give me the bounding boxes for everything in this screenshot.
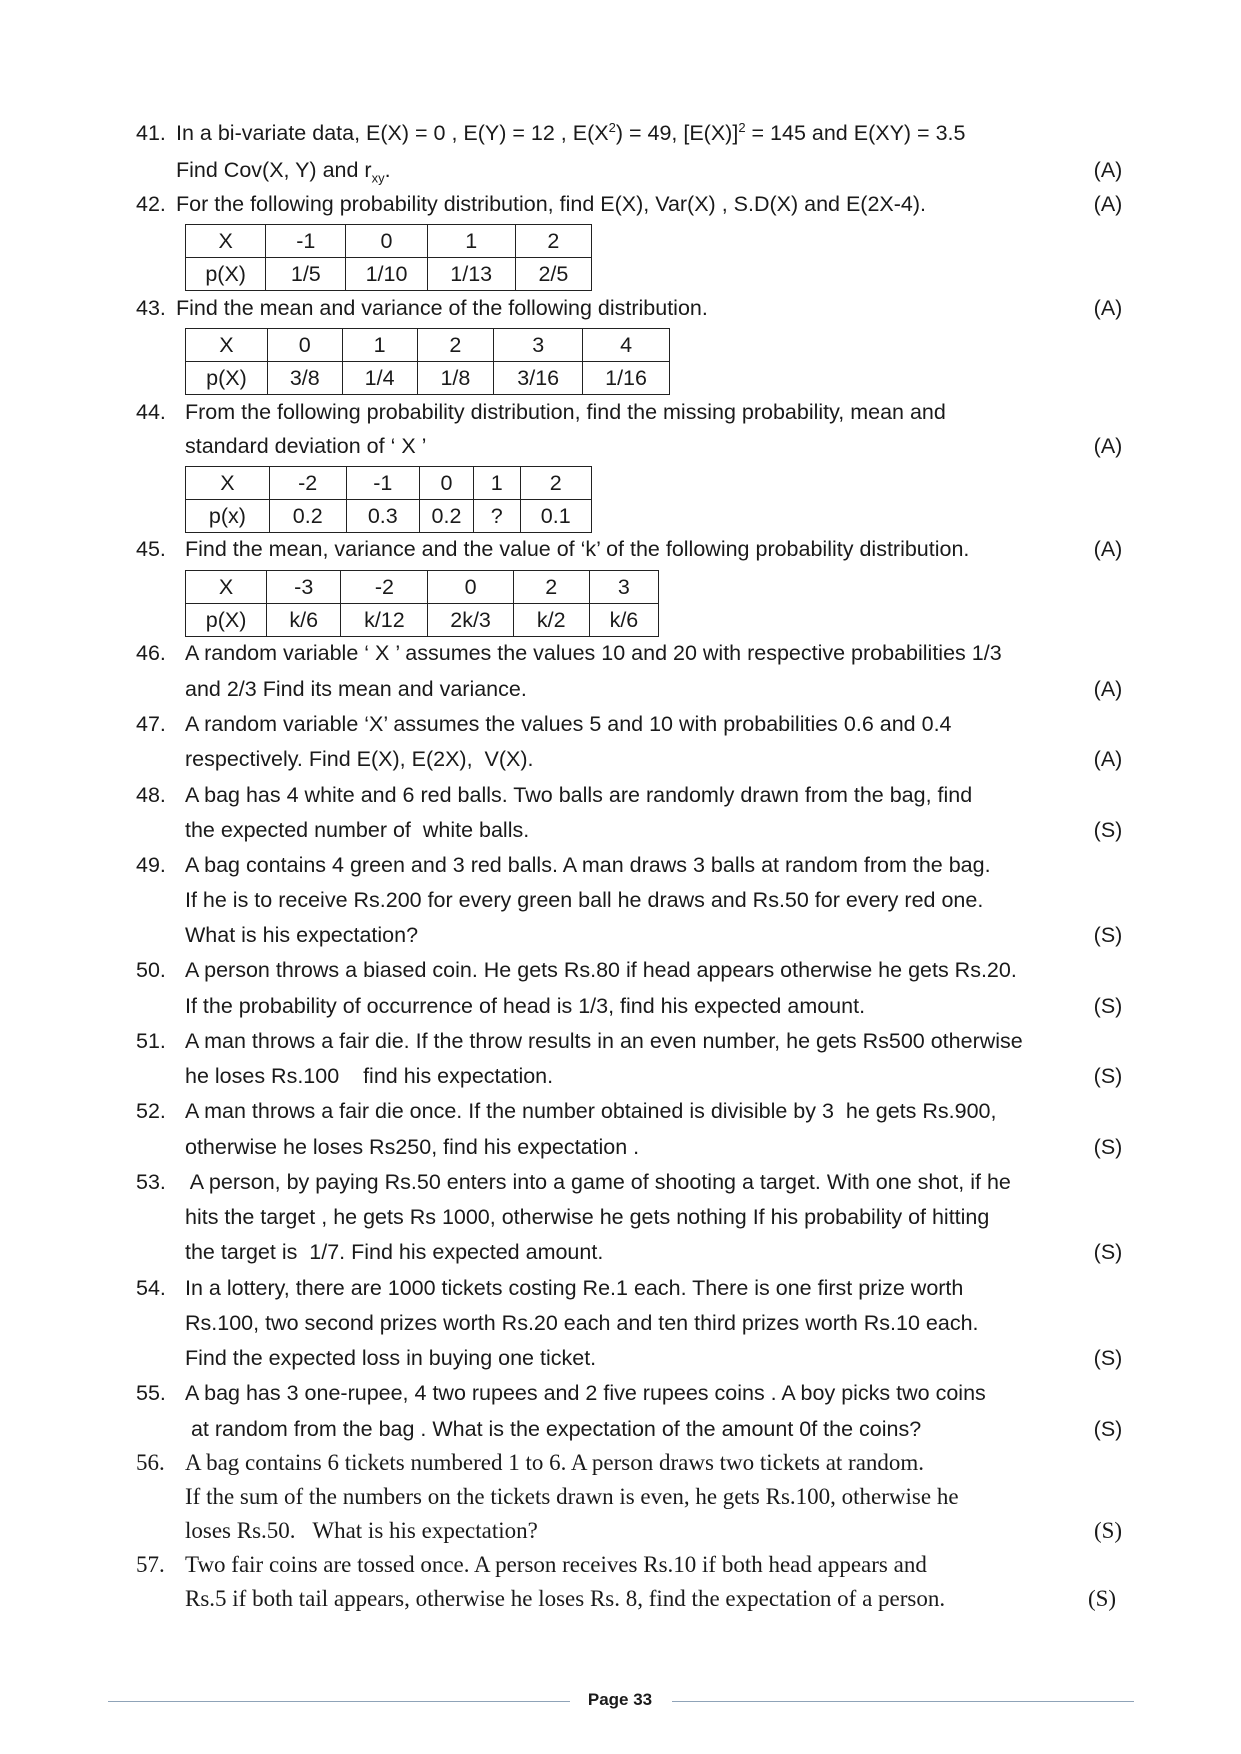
table-cell: 2 — [513, 571, 589, 604]
table-cell: 1 — [427, 225, 515, 258]
table-cell: -2 — [269, 467, 346, 500]
q41-text-b: ) = 49, [E(X)] — [615, 121, 739, 145]
question-text: Rs.5 if both tail appears, otherwise he loses Rs. 8, find the expectation of a person. — [185, 1586, 946, 1611]
question-text: otherwise he loses Rs250, find his expectation . — [185, 1135, 640, 1159]
table-cell: k/6 — [267, 604, 341, 637]
table-cell: k/2 — [513, 604, 589, 637]
table-cell: p(X) — [186, 362, 268, 395]
question-text: A bag has 3 one-rupee, 4 two rupees and 2 five rupees coins . A boy picks two coins — [185, 1381, 986, 1405]
question-tag: (S) — [1093, 1240, 1123, 1264]
table-cell: p(X) — [186, 258, 266, 291]
superscript: 2 — [738, 119, 746, 135]
table-row — [186, 571, 659, 604]
question-number: 48. — [136, 783, 166, 807]
question-text: Two fair coins are tossed once. A person receives Rs.10 if both head appears and — [185, 1552, 927, 1577]
table-cell: 0 — [428, 571, 513, 604]
table-cell: -2 — [341, 571, 428, 604]
question-text: standard deviation of ‘ X ’ — [185, 434, 427, 458]
q41-text-c: = 145 and E(XY) = 3.5 — [745, 121, 966, 145]
table-row — [186, 258, 592, 291]
q41-text-d: Find Cov(X, Y) and r — [176, 158, 372, 182]
table-cell: 2 — [520, 467, 592, 500]
question-number: 54. — [136, 1276, 166, 1300]
question-tag: (S) — [1093, 923, 1123, 947]
question-tag: (A) — [1093, 296, 1123, 320]
question-number: 49. — [136, 853, 166, 877]
table-cell: 3/16 — [494, 362, 583, 395]
question-number: 53. — [136, 1170, 166, 1194]
table-cell: 3/8 — [267, 362, 342, 395]
question-tag: (A) — [1093, 434, 1123, 458]
question-number: 50. — [136, 958, 166, 982]
table-cell: 1/5 — [266, 258, 346, 291]
table-cell: 2k/3 — [428, 604, 513, 637]
question-text: A man throws a fair die once. If the number obtained is divisible by 3 he gets Rs.900, — [185, 1099, 997, 1123]
question-text: A person throws a biased coin. He gets Rs.80 if head appears otherwise he gets Rs.20. — [185, 958, 1017, 982]
probability-table — [185, 570, 659, 637]
table-cell: 2/5 — [515, 258, 591, 291]
table-cell: p(X) — [186, 604, 267, 637]
question-text: If the probability of occurrence of head is 1/3, find his expected amount. — [185, 994, 866, 1018]
table-cell: 0.2 — [420, 500, 474, 533]
question-number: 52. — [136, 1099, 166, 1123]
question-text: loses Rs.50. What is his expectation? — [185, 1518, 538, 1543]
table-cell: 1 — [342, 329, 417, 362]
question-number: 42. — [136, 192, 166, 216]
question-text: and 2/3 Find its mean and variance. — [185, 677, 527, 701]
question-number: 43. — [136, 296, 166, 320]
table-cell: X — [186, 467, 270, 500]
question-text: he loses Rs.100 find his expectation. — [185, 1064, 554, 1088]
table-cell: -1 — [346, 467, 420, 500]
question-text: If he is to receive Rs.200 for every green ball he draws and Rs.50 for every red one. — [185, 888, 984, 912]
question-text — [176, 157, 391, 186]
footer-rule-right — [672, 1701, 1134, 1702]
probability-table — [185, 224, 592, 291]
question-text: A random variable ‘ X ’ assumes the values 10 and 20 with respective probabilities 1/3 — [185, 641, 1002, 665]
question-text: A person, by paying Rs.50 enters into a game of shooting a target. With one shot, if he — [185, 1170, 1011, 1194]
table-cell: X — [186, 571, 267, 604]
question-text: A bag has 4 white and 6 red balls. Two balls are randomly drawn from the bag, find — [185, 783, 973, 807]
question-number: 57. — [136, 1552, 165, 1577]
table-cell: -3 — [267, 571, 341, 604]
table-row — [186, 500, 592, 533]
table-cell: 0 — [420, 467, 474, 500]
question-number: 55. — [136, 1381, 166, 1405]
question-tag: (S) — [1087, 1586, 1117, 1611]
table-row — [186, 329, 670, 362]
table-cell: 1/13 — [427, 258, 515, 291]
question-text: A bag contains 4 green and 3 red balls. A man draws 3 balls at random from the bag. — [185, 853, 991, 877]
subscript: xy — [371, 170, 385, 186]
question-tag: (S) — [1093, 1064, 1123, 1088]
question-text: A random variable ‘X’ assumes the values 5 and 10 with probabilities 0.6 and 0.4 — [185, 712, 952, 736]
table-row — [186, 604, 659, 637]
table-cell: -1 — [266, 225, 346, 258]
question-tag: (S) — [1093, 994, 1123, 1018]
table-cell: X — [186, 329, 268, 362]
q41-text-e: . — [384, 158, 391, 182]
question-text: For the following probability distribution, find E(X), Var(X) , S.D(X) and E(2X-4). — [176, 192, 927, 216]
q41-text-a: In a bi-variate data, E(X) = 0 , E(Y) = 12 , E(X — [176, 121, 609, 145]
table-cell: 1/4 — [342, 362, 417, 395]
question-tag: (A) — [1093, 537, 1123, 561]
question-text — [176, 120, 965, 146]
question-number: 56. — [136, 1450, 165, 1475]
question-text: Rs.100, two second prizes worth Rs.20 each and ten third prizes worth Rs.10 each. — [185, 1311, 979, 1335]
table-cell: 0 — [346, 225, 427, 258]
table-cell: 3 — [494, 329, 583, 362]
question-tag: (S) — [1093, 1135, 1123, 1159]
table-cell: 2 — [417, 329, 494, 362]
question-text: the target is 1/7. Find his expected amount. — [185, 1240, 604, 1264]
question-number: 47. — [136, 712, 166, 736]
question-text: From the following probability distribution, find the missing probability, mean and — [185, 400, 946, 424]
question-text: Find the mean, variance and the value of ‘k’ of the following probability distribution. — [185, 537, 970, 561]
question-text: A man throws a fair die. If the throw results in an even number, he gets Rs500 otherwise — [185, 1029, 1023, 1053]
question-text: respectively. Find E(X), E(2X), V(X). — [185, 747, 534, 771]
table-cell: 1/8 — [417, 362, 494, 395]
table-cell: 4 — [583, 329, 670, 362]
question-text: If the sum of the numbers on the tickets drawn is even, he gets Rs.100, otherwise he — [185, 1484, 959, 1509]
question-text: the expected number of white balls. — [185, 818, 530, 842]
question-text: at random from the bag . What is the expectation of the amount 0f the coins? — [185, 1417, 922, 1441]
question-tag: (A) — [1093, 747, 1123, 771]
question-text: What is his expectation? — [185, 923, 419, 947]
question-number: 46. — [136, 641, 166, 665]
question-tag: (S) — [1093, 818, 1123, 842]
question-text: Find the mean and variance of the following distribution. — [176, 296, 708, 320]
question-tag: (A) — [1093, 158, 1123, 182]
question-tag: (S) — [1093, 1417, 1123, 1441]
question-number: 51. — [136, 1029, 166, 1053]
question-number: 45. — [136, 537, 166, 561]
superscript: 2 — [608, 119, 616, 135]
table-cell: 1/16 — [583, 362, 670, 395]
question-tag: (S) — [1093, 1346, 1123, 1370]
page-number: Page 33 — [587, 1690, 653, 1709]
table-cell: 1 — [473, 467, 520, 500]
table-cell: 0 — [267, 329, 342, 362]
table-cell: X — [186, 225, 266, 258]
table-cell: 3 — [589, 571, 658, 604]
table-cell: 0.1 — [520, 500, 592, 533]
table-row — [186, 467, 592, 500]
table-cell: ? — [473, 500, 520, 533]
question-tag: (A) — [1093, 192, 1123, 216]
table-cell: k/6 — [589, 604, 658, 637]
table-cell: k/12 — [341, 604, 428, 637]
question-text: A bag contains 6 tickets numbered 1 to 6. A person draws two tickets at random. — [185, 1450, 925, 1475]
question-tag: (A) — [1093, 677, 1123, 701]
table-cell: 0.3 — [346, 500, 420, 533]
footer-rule-left — [108, 1701, 570, 1702]
question-number: 41. — [136, 121, 166, 145]
question-tag: (S) — [1093, 1518, 1123, 1543]
question-number: 44. — [136, 400, 166, 424]
table-row — [186, 225, 592, 258]
question-text: In a lottery, there are 1000 tickets costing Re.1 each. There is one first prize worth — [185, 1276, 964, 1300]
table-cell: 0.2 — [269, 500, 346, 533]
table-cell: 2 — [515, 225, 591, 258]
table-cell: 1/10 — [346, 258, 427, 291]
table-cell: p(x) — [186, 500, 270, 533]
question-text: hits the target , he gets Rs 1000, otherwise he gets nothing If his probability of hitting — [185, 1205, 990, 1229]
table-row — [186, 362, 670, 395]
question-text: Find the expected loss in buying one ticket. — [185, 1346, 597, 1370]
probability-table — [185, 466, 592, 533]
probability-table — [185, 328, 670, 395]
